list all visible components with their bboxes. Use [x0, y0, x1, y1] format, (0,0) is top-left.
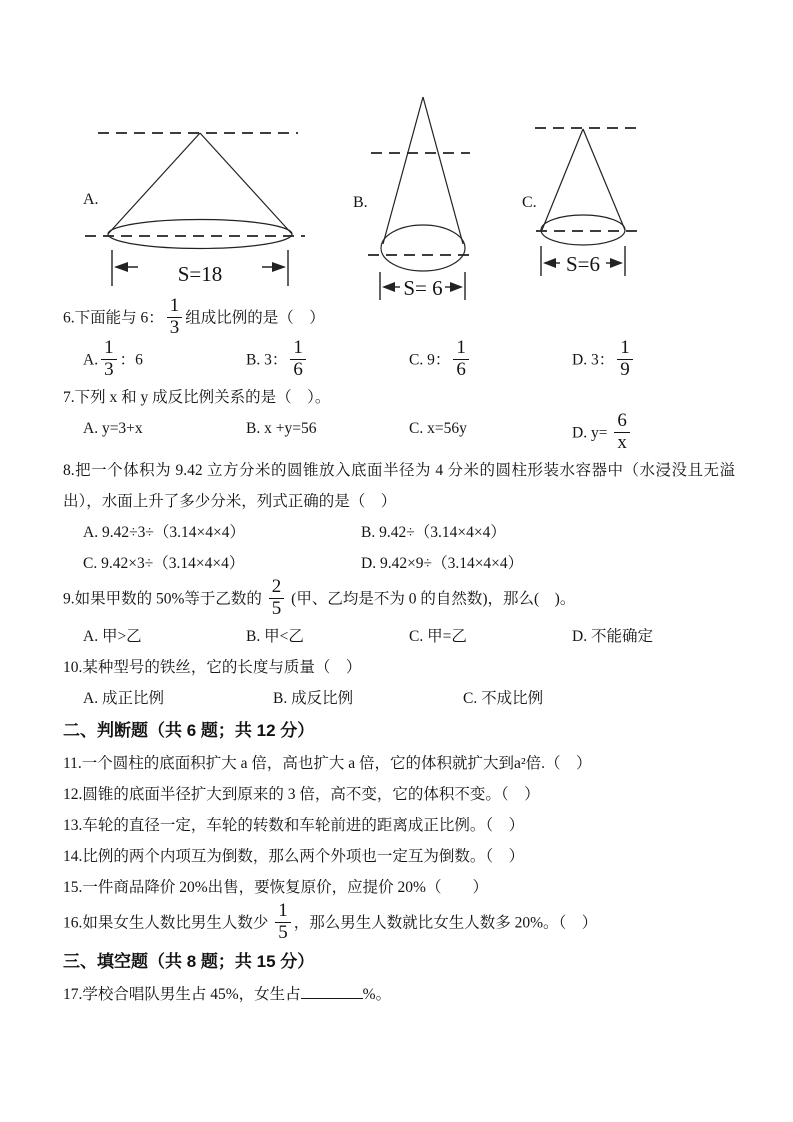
option [83, 548, 361, 579]
fraction-denominator: 5 [271, 597, 282, 619]
diameter-label: S=6 [565, 252, 601, 276]
fraction-denominator: 6 [293, 358, 303, 380]
options-row [63, 621, 735, 652]
fraction-denominator: x [617, 431, 627, 453]
option [246, 621, 409, 652]
cone-right-side [200, 133, 292, 234]
option [361, 548, 735, 579]
option-letter-c: C. [522, 194, 537, 211]
question-17 [63, 979, 735, 1010]
text-run: (甲、乙均是不为 0 的自然数)，那么( )。 [287, 590, 576, 608]
text-run: A. y=3+x [83, 420, 143, 438]
text-run: D. 9.42×9÷（3.14×4×4） [361, 555, 524, 573]
left-arrow-icon [114, 262, 128, 272]
option [463, 683, 735, 714]
text-run: C. 甲=乙 [409, 628, 467, 646]
option [246, 413, 409, 455]
fraction [617, 338, 633, 380]
option [83, 683, 273, 714]
text-run: D. 不能确定 [572, 628, 653, 646]
fraction-denominator: 3 [104, 358, 114, 380]
text-run: C. x=56y [409, 420, 467, 438]
fraction [453, 338, 469, 380]
option [572, 621, 735, 652]
cone-diagrams-figure [50, 80, 750, 315]
cone-right-side [423, 97, 463, 244]
fraction-numerator: 1 [101, 338, 117, 360]
option [572, 337, 735, 382]
question-13 [63, 810, 735, 841]
fill-blank-list [63, 979, 735, 1010]
fraction [101, 338, 117, 380]
question-6 [63, 295, 735, 382]
document-body [63, 295, 735, 1010]
judgment-section-title: 二、判断题（共 6 题；共 12 分） [63, 721, 315, 741]
cone-left-side [108, 133, 200, 234]
fill-in-blank [301, 982, 363, 999]
text-run: B. 9.42÷（3.14×4×4） [361, 524, 506, 542]
option [409, 337, 572, 382]
diameter-label: S= 6 [403, 276, 443, 300]
cone-a-figure [83, 133, 305, 286]
question-stem [63, 455, 735, 517]
cone-base-ellipse [541, 215, 625, 245]
text-run: ，那么男生人数就比女生人数多 20%。（ ） [293, 914, 598, 932]
text-run: A. 成正比例 [83, 690, 164, 708]
option [572, 410, 735, 455]
text-run: 组成比例的是（ ） [185, 309, 325, 327]
option [361, 517, 735, 548]
fraction-denominator: 5 [278, 921, 288, 943]
fill-section-title: 三、填空题（共 8 题；共 15 分） [63, 952, 315, 972]
text-run: D. y= [572, 424, 612, 442]
right-arrow-icon [272, 262, 286, 272]
question-stem [63, 652, 735, 683]
fraction [290, 338, 306, 380]
fraction [269, 577, 285, 619]
cone-base-ellipse [108, 220, 292, 249]
right-arrow-icon [610, 258, 623, 268]
options-row [63, 683, 735, 714]
text-run: D. 3： [572, 351, 615, 369]
options-row [63, 517, 735, 579]
option-letter-a: A. [83, 191, 99, 208]
option [83, 621, 246, 652]
diameter-label: S=18 [177, 262, 223, 286]
text-run: A. 甲>乙 [83, 628, 142, 646]
question-8 [63, 455, 735, 579]
right-arrow-icon [450, 282, 463, 292]
text-run: 10.某种型号的铁丝，它的长度与质量（ ） [63, 659, 362, 677]
text-run: C. 9.42×3÷（3.14×4×4） [83, 555, 245, 573]
option-letter-b: B. [353, 194, 368, 211]
option [246, 337, 409, 382]
question-stem [63, 576, 735, 621]
question-12 [63, 779, 735, 810]
options-row [63, 337, 735, 382]
option [273, 683, 463, 714]
question-7 [63, 382, 735, 455]
text-run: 8.把一个体积为 9.42 立方分米的圆锥放入底面半径为 4 分米的圆柱形装水容器中（水浸没且无溢出），水面上升了多少分米，列式正确的是（ ） [63, 462, 735, 511]
cone-c-figure [522, 128, 637, 276]
text-run: 13.车轮的直径一定，车轮的转数和车轮前进的距离成正比例。（ ） [63, 817, 525, 835]
question-16 [63, 900, 735, 945]
fraction-numerator: 1 [453, 338, 469, 360]
fraction-denominator: 6 [456, 358, 466, 380]
text-run: %。 [362, 986, 392, 1004]
text-run: 9.如果甲数的 50%等于乙数的 [63, 590, 266, 608]
question-14 [63, 841, 735, 872]
cone-left-side [383, 97, 423, 244]
fraction-numerator: 1 [290, 338, 306, 360]
fraction-numerator: 1 [617, 338, 633, 360]
fraction-denominator: 3 [169, 316, 180, 338]
text-run: C. 9： [409, 351, 451, 369]
text-run: 6.下面能与 6： [63, 309, 164, 327]
fraction-numerator: 1 [275, 901, 291, 923]
text-run: 16.如果女生人数比男生人数少 [63, 914, 273, 932]
option [409, 413, 572, 455]
fraction [167, 296, 183, 338]
question-9 [63, 576, 735, 652]
text-run: ：6 [119, 351, 143, 369]
question-stem [63, 295, 735, 340]
question-stem [63, 382, 735, 413]
multiple-choice-list [63, 295, 735, 714]
left-arrow-icon [543, 258, 556, 268]
cone-base-ellipse [381, 225, 465, 271]
text-run: 11.一个圆柱的底面积扩大 a 倍，高也扩大 a 倍，它的体积就扩大到a²倍.（ ） [63, 755, 592, 773]
text-run: A. [83, 351, 99, 369]
option [83, 337, 246, 382]
text-run: B. x +y=56 [246, 420, 317, 438]
text-run: 12.圆锥的底面半径扩大到原来的 3 倍，高不变，它的体积不变。（ ） [63, 786, 540, 804]
text-run: 14.比例的两个内项互为倒数，那么两个外项也一定互为倒数。（ ） [63, 848, 525, 866]
option [409, 621, 572, 652]
judgment-list [63, 748, 735, 945]
option [83, 413, 246, 455]
question-11 [63, 748, 735, 779]
question-15 [63, 872, 735, 903]
fraction-numerator: 6 [614, 411, 630, 433]
text-run: 7.下列 x 和 y 成反比例关系的是（ ）。 [63, 389, 331, 407]
fraction [614, 411, 630, 453]
text-run: B. 3： [246, 351, 288, 369]
text-run: B. 成反比例 [273, 690, 354, 708]
text-run: A. 9.42÷3÷（3.14×4×4） [83, 524, 245, 542]
text-run: 17.学校合唱队男生占 45%，女生占 [63, 986, 301, 1004]
fraction [275, 901, 291, 943]
text-run: C. 不成比例 [463, 690, 544, 708]
text-run: B. 甲<乙 [246, 628, 304, 646]
options-row [63, 410, 735, 455]
text-run: 15.一件商品降价 20%出售，要恢复原价，应提价 20%（ ） [63, 879, 488, 897]
fraction-denominator: 9 [620, 358, 630, 380]
left-arrow-icon [382, 282, 395, 292]
cone-b-figure [353, 97, 470, 300]
option [83, 517, 361, 548]
fraction-numerator: 1 [167, 296, 183, 318]
fraction-numerator: 2 [269, 577, 285, 599]
question-10 [63, 652, 735, 714]
